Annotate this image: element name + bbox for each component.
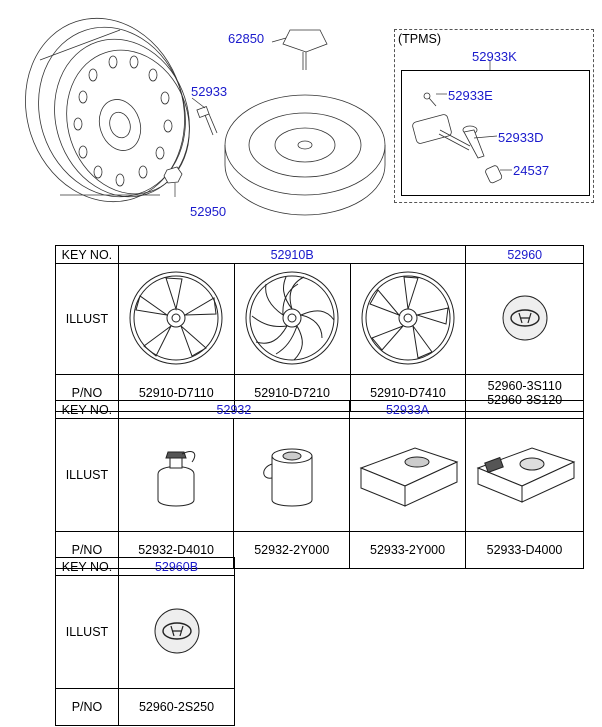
pno-label: P/NO	[56, 689, 119, 726]
sealant-bottle-icon	[136, 434, 216, 514]
pno-52933-2y000: 52933-2Y000	[350, 532, 466, 569]
pno-52910-d7110: 52910-D7110	[118, 375, 234, 412]
pno-52960-3s120: 52960-3S120	[487, 393, 563, 407]
alloy-wheel-d7210-illust	[234, 264, 350, 375]
pno-52960-3s110: 52960-3S110	[487, 379, 562, 393]
parts-table-repair-kits	[55, 400, 584, 569]
compressor-kit-icon	[470, 434, 580, 514]
key-52933A: 52933A	[350, 401, 466, 419]
pno-52932-2y000: 52932-2Y000	[234, 532, 350, 569]
key-52960: 52960	[466, 246, 584, 264]
pno-52910-d7210: 52910-D7210	[234, 375, 350, 412]
spare-tire-icon	[225, 95, 385, 215]
illust-label: ILLUST	[56, 419, 119, 532]
tpms-title: (TPMS)	[398, 32, 442, 46]
key-no-label: KEY NO.	[56, 401, 119, 419]
key-52932: 52932	[118, 401, 349, 419]
callout-52933D: 52933D	[498, 130, 544, 145]
callout-52933: 52933	[191, 84, 228, 99]
pno-52910-d7410: 52910-D7410	[350, 375, 466, 412]
sealant-d4010-illust	[118, 419, 234, 532]
tpms-kit-box	[401, 70, 590, 196]
callout-52933K: 52933K	[472, 49, 517, 64]
alloy-wheel-d7110-illust	[118, 264, 234, 375]
alloy-wheel-icon	[358, 268, 458, 368]
illust-label: ILLUST	[56, 264, 119, 375]
wheel-bolt-icon	[197, 107, 217, 135]
parts-table-center-cap	[55, 557, 235, 726]
wheel-nut-icon	[164, 167, 182, 183]
key-52960B: 52960B	[119, 558, 235, 576]
hub-cap-3s110-illust	[466, 264, 584, 375]
spare-tire-clamp-icon	[283, 30, 327, 70]
steel-wheel-icon	[2, 0, 209, 223]
key-no-label: KEY NO.	[56, 246, 119, 264]
callout-52933E: 52933E	[448, 88, 493, 103]
compressor-kit-icon	[353, 434, 463, 514]
hub-cap-2s250-illust	[119, 576, 235, 689]
key-empty	[466, 401, 584, 419]
pno-label: P/NO	[56, 375, 119, 412]
callout-24537: 24537	[513, 163, 550, 178]
compressor-2y000-illust	[350, 419, 466, 532]
pno-52933-d4000: 52933-D4000	[466, 532, 584, 569]
compressor-d4000-illust	[466, 419, 584, 532]
parts-table-wheels	[55, 245, 584, 412]
alloy-wheel-icon	[242, 268, 342, 368]
sealant-2y000-illust	[234, 419, 350, 532]
pno-52960-2s250: 52960-2S250	[119, 689, 235, 726]
hyundai-emblem-icon	[495, 288, 555, 348]
hyundai-emblem-icon	[147, 601, 207, 661]
callout-52950: 52950	[190, 204, 227, 219]
alloy-wheel-d7410-illust	[350, 264, 466, 375]
key-52910B: 52910B	[118, 246, 466, 264]
callout-62850: 62850	[228, 31, 265, 46]
pno-label: P/NO	[56, 532, 119, 569]
key-no-label: KEY NO.	[56, 558, 119, 576]
alloy-wheel-icon	[126, 268, 226, 368]
pno-52932-d4010: 52932-D4010	[118, 532, 234, 569]
illust-label: ILLUST	[56, 576, 119, 689]
sealant-bottle-icon	[252, 434, 332, 514]
